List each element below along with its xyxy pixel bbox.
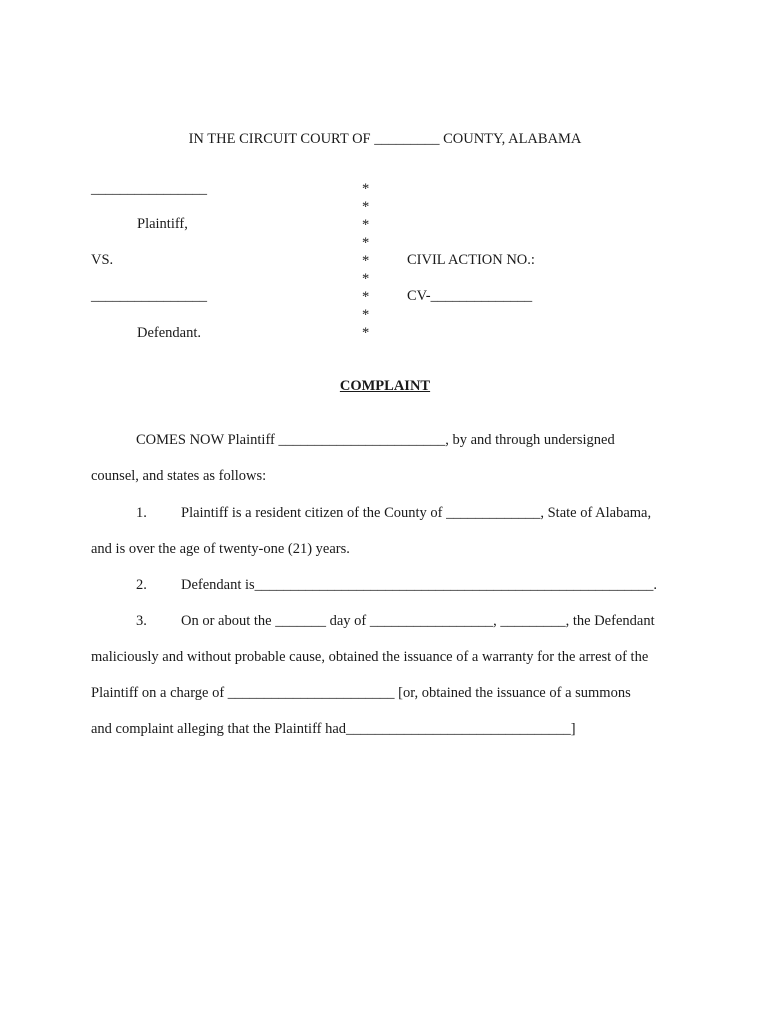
caption-star: * (362, 181, 370, 197)
caption-star: * (362, 289, 370, 305)
paragraph-2-line-1: Defendant is_______________________________________________________. (181, 577, 658, 593)
paragraph-number: 1. (136, 505, 147, 521)
document-title: COMPLAINT (339, 378, 431, 394)
paragraph-1-line-1: Plaintiff is a resident citizen of the County of _____________, State of Alabama, (181, 505, 652, 521)
paragraph-1-line-2: and is over the age of twenty-one (21) years. (91, 541, 350, 557)
caption-star-column (362, 180, 374, 350)
intro-line-2: counsel, and states as follows: (91, 468, 267, 484)
court-heading: IN THE CIRCUIT COURT OF _________ COUNTY, ALABAMA (188, 131, 582, 147)
intro-line-1: COMES NOW Plaintiff _______________________, by and through undersigned (136, 432, 615, 448)
paragraph-number: 3. (136, 613, 147, 629)
defendant-name-blank: ________________ (91, 288, 207, 304)
paragraph-3-line-4: and complaint alleging that the Plaintiff had_______________________________] (91, 721, 576, 737)
paragraph-3-line-2: maliciously and without probable cause, obtained the issuance of a warranty for the arrest of the (91, 649, 649, 665)
paragraph-3-line-3: Plaintiff on a charge of _______________________ [or, obtained the issuance of a summons (91, 685, 631, 701)
caption-star: * (362, 217, 370, 233)
caption-star: * (362, 325, 370, 341)
civil-action-label: CIVIL ACTION NO.: (407, 252, 535, 268)
caption-star: * (362, 235, 370, 251)
plaintiff-name-blank: ________________ (91, 181, 207, 197)
case-number-blank: CV-______________ (407, 288, 533, 304)
caption-star: * (362, 253, 370, 269)
caption-star: * (362, 271, 370, 287)
caption-star: * (362, 307, 370, 323)
versus-label: VS. (91, 252, 114, 268)
caption-star: * (362, 199, 370, 215)
plaintiff-label: Plaintiff, (137, 216, 188, 232)
paragraph-number: 2. (136, 577, 147, 593)
paragraph-3-line-1: On or about the _______ day of _________________, _________, the Defendant (181, 613, 655, 629)
defendant-label: Defendant. (137, 325, 202, 341)
